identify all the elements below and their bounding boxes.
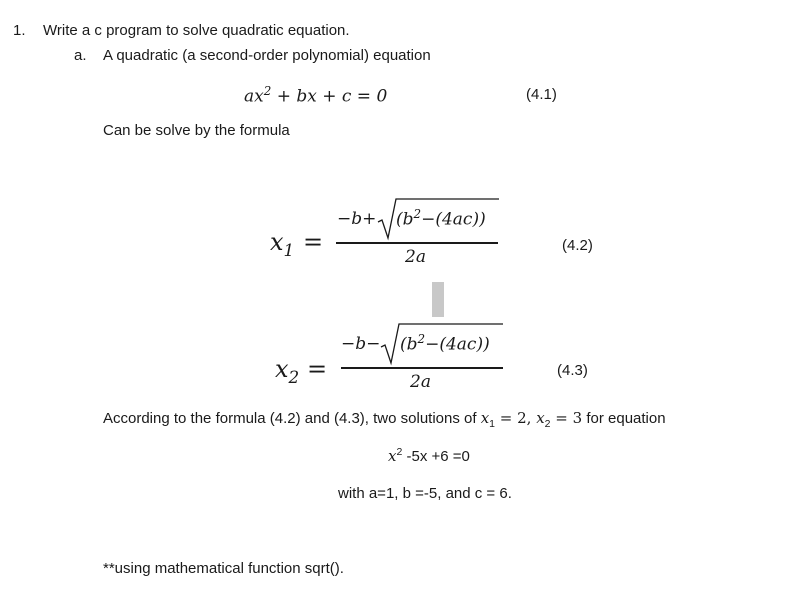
eq42-lhs — [270, 228, 294, 260]
eq42-radicand-a: (b — [396, 209, 414, 230]
eq41-rest: + bx + c = 0 — [271, 86, 388, 107]
example-x: x — [388, 447, 397, 465]
solution-x1-sub: 1 — [489, 418, 496, 430]
solution-x2-sub: 2 — [544, 418, 551, 430]
eq43-fraction-bar — [341, 367, 503, 369]
eq42-denominator: 2a — [405, 247, 426, 267]
equation-label-4-3: (4.3) — [557, 362, 588, 379]
solution-x1: x — [480, 409, 490, 427]
eq42-num-prefix: −b+ — [337, 209, 377, 229]
solution-eq: = 3 — [550, 409, 583, 427]
example-equation — [388, 446, 470, 465]
eq42-sub: 1 — [283, 239, 295, 260]
coefficients-line: with a=1, b =-5, and c = 6. — [338, 485, 512, 502]
eq42-equals: = — [303, 228, 324, 256]
sqrt-note: **using mathematical function sqrt(). — [103, 560, 344, 577]
eq43-radicand-exp: 2 — [417, 332, 426, 346]
eq42-radicand-b: −(4ac)) — [421, 209, 486, 230]
subitem-text: A quadratic (a second-order polynomial) equation — [103, 47, 431, 64]
placeholder-bar — [432, 282, 444, 317]
solution-x2: x — [536, 409, 545, 427]
eq43-radicand — [400, 332, 490, 355]
eq41-ax: ax — [244, 86, 264, 107]
equation-label-4-1: (4.1) — [526, 86, 557, 103]
solution-prefix: According to the formula (4.2) and (4.3), two solutions of — [103, 410, 481, 427]
eq42-fraction-bar — [336, 242, 498, 244]
example-rest: -5x +6 =0 — [402, 448, 470, 465]
eq43-radicand-a: (b — [400, 334, 418, 355]
formula-intro: Can be solve by the formula — [103, 122, 290, 139]
eq43-equals: = — [307, 355, 328, 383]
eq42-radicand — [396, 207, 486, 230]
solution-suffix: for equation — [582, 410, 666, 427]
example-exponent: 2 — [396, 446, 403, 458]
eq42-radicand-exp: 2 — [413, 207, 422, 221]
item-title: Write a c program to solve quadratic equation. — [43, 22, 350, 39]
eq43-sub: 2 — [288, 366, 300, 387]
eq41-exponent: 2 — [263, 84, 272, 98]
eq43-x: x — [275, 355, 289, 383]
solution-sentence — [103, 409, 666, 430]
eq42-x: x — [270, 228, 284, 256]
eq43-num-prefix: −b− — [341, 334, 381, 354]
solution-mid: = 2, — [495, 409, 537, 427]
equation-4-1 — [244, 84, 387, 107]
equation-label-4-2: (4.2) — [562, 237, 593, 254]
eq43-lhs — [275, 355, 299, 387]
eq43-radicand-b: −(4ac)) — [425, 334, 490, 355]
eq43-denominator: 2a — [410, 372, 431, 392]
subitem-letter: a. — [74, 47, 87, 64]
item-number: 1. — [13, 22, 26, 39]
